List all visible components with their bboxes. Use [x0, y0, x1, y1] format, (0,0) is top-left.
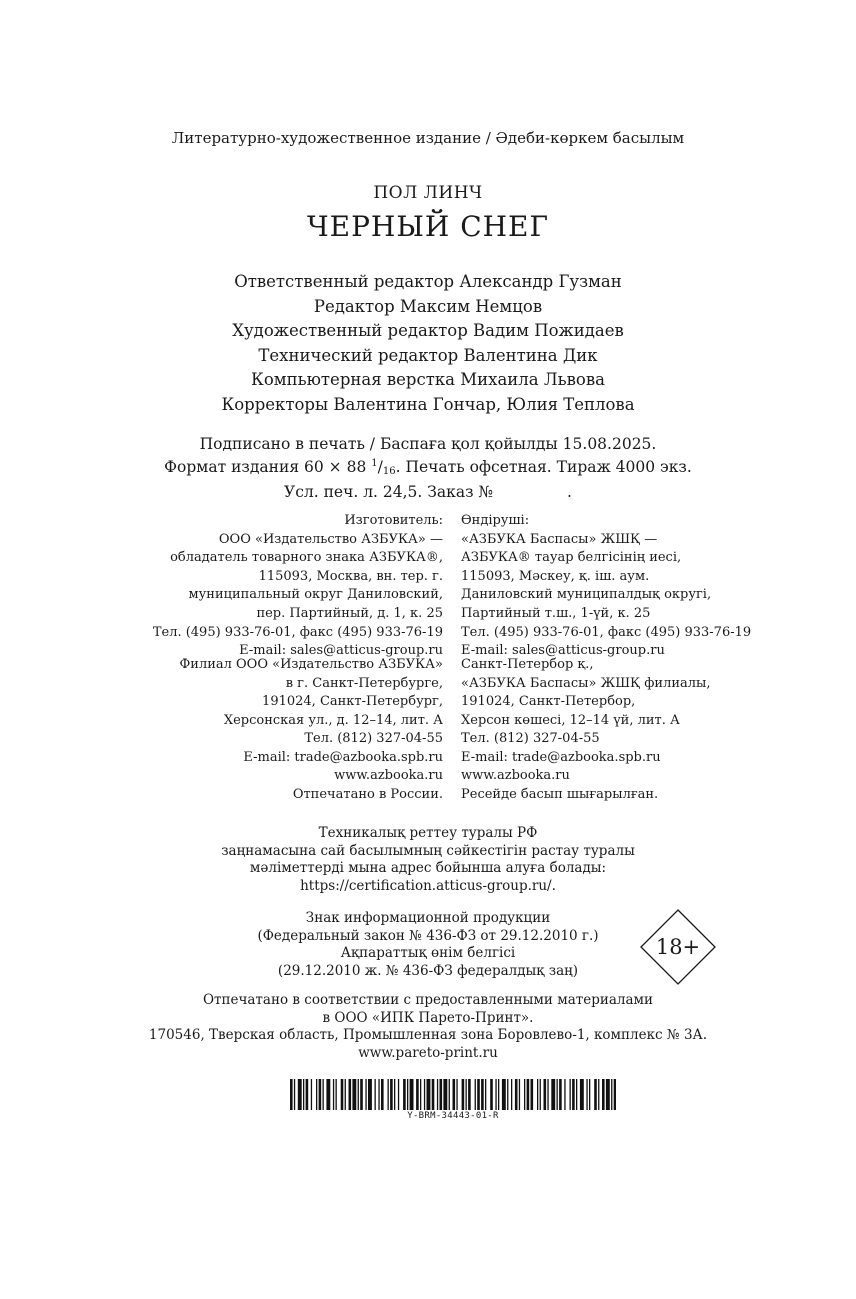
manufacturer-ru: Изготовитель: ООО «Издательство АЗБУКА» — обладатель товарного знака АЗБУКА®, 115093, Москва, вн. тер. г. муниципальный округ Даниловский, пер. Партийный, д. 1, к. 25 Тел. (495) 933-76-01, факс (495) 933-76-19 E-mail: sales@atticus-group.ru: [152, 513, 443, 659]
printer-block: Отпечатано в соответствии с предоставленными материалами в ООО «ИПК Парето-Принт». 170546, Тверская область, Промышленная зона Боровлево-1, комплекс № 3А. www.pareto-print.ru: [148, 992, 708, 1061]
barcode-bar: [352, 1079, 356, 1110]
footer-ru: www.azbooka.ru Отпечатано в России.: [292, 768, 443, 802]
branch-ru: Филиал ООО «Издательство АЗБУКА» в г. Санкт-Петербурге, 191024, Санкт-Петербург, Херсонская ул., д. 12–14, лит. А Тел. (812) 327-04-55 E-mail: trade@azbooka.spb.ru: [179, 657, 443, 765]
barcode-bar: [462, 1079, 465, 1110]
barcode-bar: [456, 1079, 457, 1110]
credit-line: Технический редактор Валентина Дик: [258, 345, 598, 365]
barcode-bar: [424, 1079, 425, 1110]
barcode-bar: [598, 1079, 599, 1110]
barcode-bar: [524, 1079, 525, 1110]
barcode-bar: [511, 1079, 512, 1110]
imprint-format: Формат издания 60 × 88 $^1/_{16}$. Печать офсетная. Тираж 4000 экз.: [164, 458, 692, 477]
barcode-bar: [290, 1079, 293, 1110]
barcode-bar: [537, 1079, 538, 1110]
age-rating-label: 18+: [655, 935, 701, 959]
barcode-bar: [481, 1079, 484, 1110]
barcode-bar: [323, 1079, 324, 1110]
barcode-bar: [410, 1079, 414, 1110]
barcode-bar: [507, 1079, 508, 1110]
barcode-bar: [437, 1079, 438, 1110]
barcode-bar: [306, 1079, 309, 1110]
age-rating-sign: [640, 909, 716, 985]
barcode-bar: [502, 1079, 506, 1110]
website-link: www.azbooka.ru: [461, 768, 570, 783]
barcode-bar: [375, 1079, 376, 1110]
barcode-bar: [345, 1079, 346, 1110]
credit-line: Редактор Максим Немцов: [313, 296, 543, 316]
barcode-bar: [298, 1079, 302, 1110]
credit-line: Художественный редактор Вадим Пожидаев: [232, 321, 624, 340]
barcode-bar: [515, 1079, 518, 1110]
barcode-bar: [540, 1079, 541, 1110]
barcode-bar: [394, 1079, 395, 1110]
barcode-bar: [420, 1079, 421, 1110]
author-name: ПОЛ ЛИНЧ: [373, 183, 483, 203]
edition-type: Литературно-художественное издание / Әдеби-көркем басылым: [171, 129, 685, 147]
barcode-bar: [602, 1079, 605, 1110]
barcode-bar: [614, 1079, 616, 1110]
barcode-bar: [407, 1079, 408, 1110]
barcode-bar: [294, 1079, 295, 1110]
barcode-text: Y-BRM-34443-01-R: [407, 1111, 499, 1121]
certification-block: Техникалық реттеу туралы РФ заңнамасына сай басылымның сәйкестігін растау туралы мәліметтерді мына адрес бойынша алуға болады: https://certification.atticus-group.ru/.: [221, 825, 635, 894]
credit-line: Корректоры Валентина Гончар, Юлия Теплова: [221, 394, 635, 414]
barcode-bar: [336, 1079, 337, 1110]
barcode-bar: [403, 1079, 406, 1110]
book-title: ЧЕРНЫЙ СНЕГ: [306, 210, 550, 243]
credit-line: Компьютерная верстка Михаила Львова: [251, 370, 605, 389]
footer-kz: www.azbooka.ru Ресейде басып шығарылған.: [461, 768, 659, 802]
barcode-bar: [466, 1079, 467, 1110]
barcode-bar: [576, 1079, 577, 1110]
barcode-bar: [360, 1079, 363, 1110]
barcode-bar: [559, 1079, 562, 1110]
barcode-bar: [570, 1079, 571, 1110]
barcode-bar: [495, 1079, 496, 1110]
barcode-bar: [551, 1079, 555, 1110]
barcode-bar: [432, 1079, 435, 1110]
barcode-bar: [427, 1079, 431, 1110]
barcode-bar: [453, 1079, 456, 1110]
info-sign-block: Знак информационной продукции (Федеральный закон № 436-ФЗ от 29.12.2010 г.) Ақпараттық өнім белгісі (29.12.2010 ж. № 436-ФЗ федералдық заң): [257, 910, 599, 979]
barcode-bar: [365, 1079, 366, 1110]
barcode-bar: [490, 1079, 493, 1110]
manufacturer-kz: Өндіруші: «АЗБУКА Баспасы» ЖШҚ — АЗБУКА® тауар белгісінің иесі, 115093, Мәскеу, қ. іш. аум. Даниловский муниципалдық округі, Партийный т.ш., 1-үй, к. 25 Тел. (495) 933-76-01, факс (495) 933-76-19 E-mail: sales@atticus-group.ru: [461, 513, 752, 659]
barcode-bar: [341, 1079, 344, 1110]
barcode-bar: [519, 1079, 520, 1110]
barcode-bar: [572, 1079, 575, 1110]
barcode-bar: [606, 1079, 610, 1110]
barcode-bar: [589, 1079, 590, 1110]
barcode-bar: [547, 1079, 548, 1110]
credits-block: [0, 270, 856, 417]
barcode-bar: [416, 1079, 419, 1110]
barcode-bar: [368, 1079, 372, 1110]
barcode-bar: [349, 1079, 352, 1110]
barcode-bar: [388, 1079, 389, 1110]
barcode-bar: [468, 1079, 471, 1110]
barcode-bar: [544, 1079, 547, 1110]
barcode-bar: [316, 1079, 317, 1110]
barcode-bar: [398, 1079, 399, 1110]
imprint-signed: Подписано в печать / Баспаға қол қойылды 15.08.2025.: [199, 435, 657, 453]
credit-line: Ответственный редактор Александр Гузман: [234, 272, 622, 291]
barcode-bar: [311, 1079, 312, 1110]
barcode-bar: [378, 1079, 379, 1110]
barcode-bar: [580, 1079, 584, 1110]
barcode-bar: [475, 1079, 476, 1110]
branch-kz: Санкт-Петербор қ., «АЗБУКА Баспасы» ЖШҚ филиалы, 191024, Санкт-Петербор, Херсон көшесі, 12–14 үй, лит. А Тел. (812) 327-04-55 E-mail: trade@azbooka.spb.ru: [461, 657, 711, 765]
barcode-bar: [611, 1079, 612, 1110]
website-link: www.azbooka.ru: [334, 768, 443, 783]
barcode-bar: [333, 1079, 334, 1110]
barcode-bar: [531, 1079, 534, 1110]
barcode-bar: [477, 1079, 480, 1110]
barcode-bar: [564, 1079, 565, 1110]
barcode-bar: [440, 1079, 443, 1110]
barcode-bar: [449, 1079, 450, 1110]
barcode-bar: [326, 1079, 330, 1110]
barcode-bar: [527, 1079, 530, 1110]
barcode-bar: [498, 1079, 499, 1110]
barcode-bar: [381, 1079, 384, 1110]
imprint-block: [0, 434, 856, 502]
barcode-bar: [358, 1079, 359, 1110]
imprint-order: Усл. печ. л. 24,5. Заказ № .: [284, 483, 572, 501]
barcode-bar: [303, 1079, 304, 1110]
barcode-bar: [319, 1079, 322, 1110]
barcode-bar: [586, 1079, 587, 1110]
barcode-bar: [557, 1079, 558, 1110]
barcode: [290, 1079, 616, 1110]
barcode-bar: [390, 1079, 393, 1110]
barcode-bar: [485, 1079, 486, 1110]
barcode-bar: [443, 1079, 447, 1110]
barcode-bar: [594, 1079, 597, 1110]
